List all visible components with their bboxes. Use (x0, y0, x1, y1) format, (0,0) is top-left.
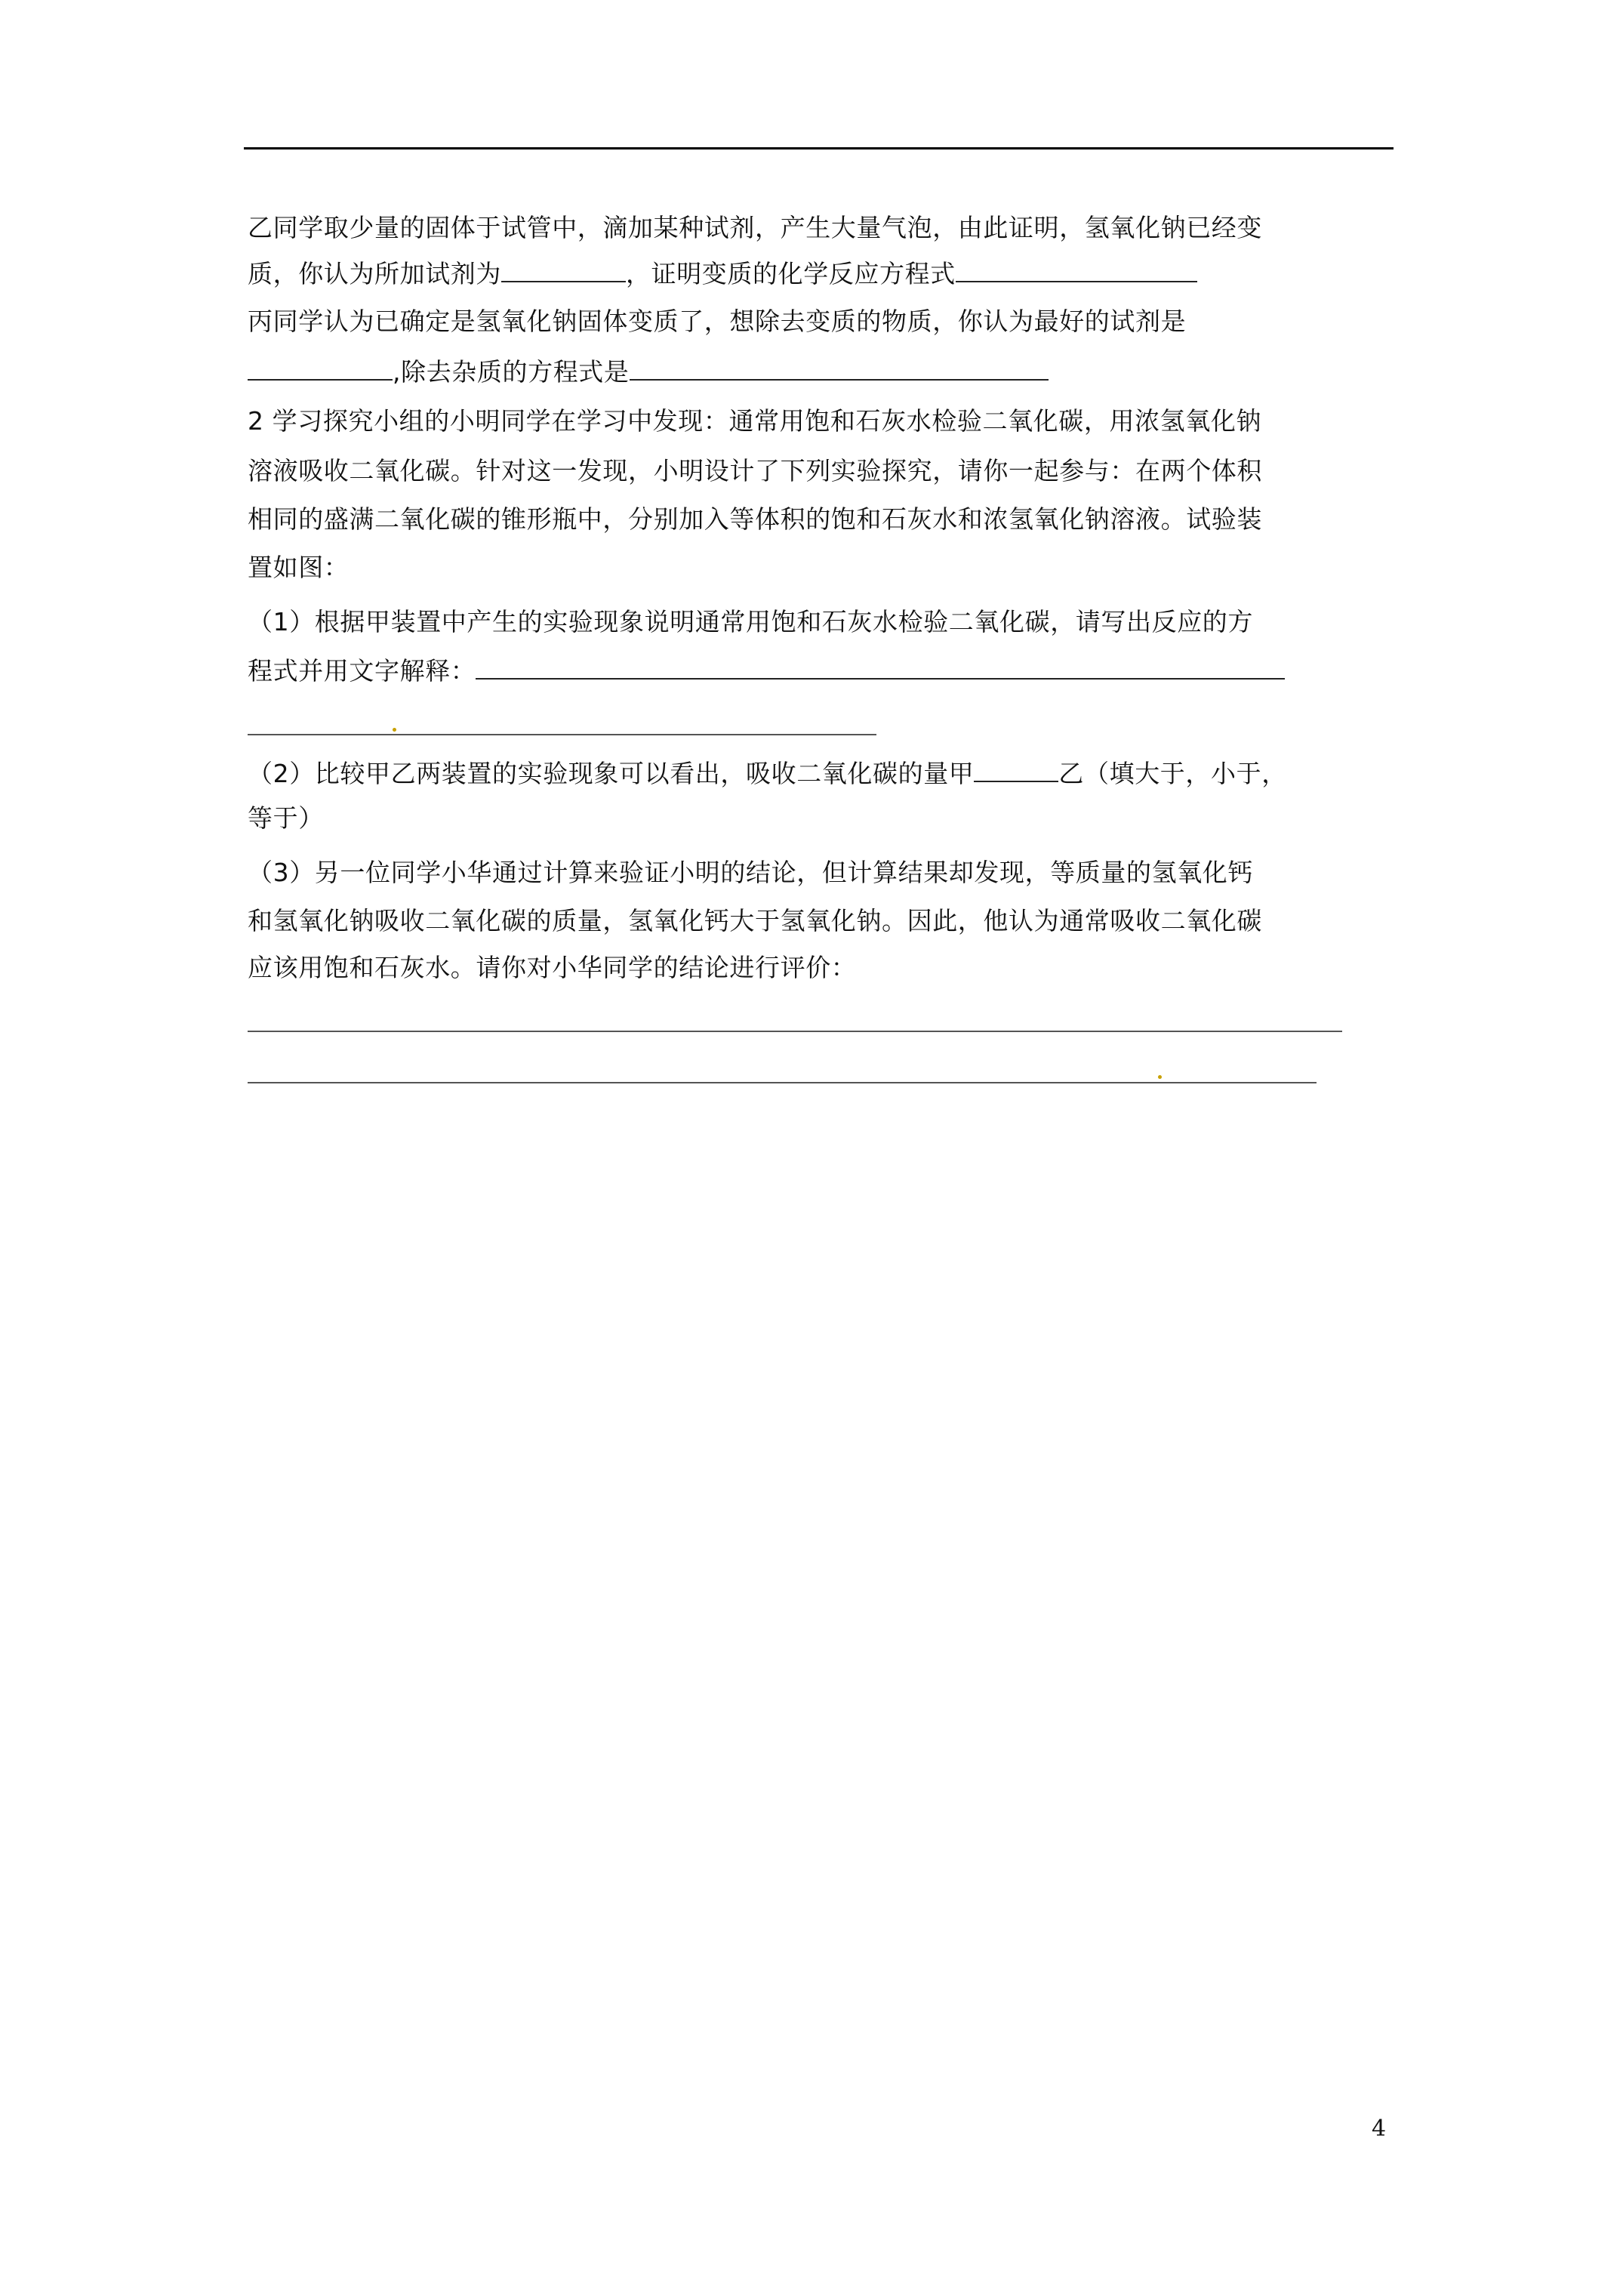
page-number: 4 (1372, 2116, 1387, 2142)
paragraph-b-line-1 (248, 307, 1186, 337)
text: 等于） (248, 803, 324, 833)
answer-blank-reagent[interactable] (501, 258, 626, 282)
answer-blank-explanation[interactable] (476, 655, 1285, 680)
text: （2）比较甲乙两装置的实验现象可以看出，吸收二氧化碳的量甲 (248, 759, 975, 788)
text: 程式并用文字解释： (248, 656, 476, 686)
sub-question-1-line-1 (248, 607, 1253, 637)
answer-blank-best-reagent[interactable] (248, 356, 393, 381)
answer-line-evaluation-1[interactable] (248, 1031, 1342, 1032)
question-2-line-1 (248, 406, 1261, 436)
sub-question-2-line-2 (248, 803, 324, 834)
answer-line-evaluation-2[interactable] (248, 1082, 1317, 1083)
text: 溶液吸收二氧化碳。针对这一发现，小明设计了下列实验探究，请你一起参与：在两个体积 (248, 456, 1262, 485)
text: 乙（填大于，小于， (1058, 759, 1287, 788)
text: 应该用饱和石灰水。请你对小华同学的结论进行评价： (248, 953, 857, 982)
question-2-line-2 (248, 456, 1262, 486)
paragraph-a-line-1 (248, 213, 1262, 243)
text: ，证明变质的化学反应方程式 (626, 259, 956, 288)
text: 丙同学认为已确定是氢氧化钠固体变质了，想除去变质的物质，你认为最好的试剂是 (248, 307, 1187, 336)
answer-blank-equation[interactable] (956, 258, 1197, 282)
sub-question-3-line-2 (248, 906, 1262, 936)
paragraph-b-line-2 (248, 356, 1049, 387)
text: 置如图： (248, 553, 350, 582)
sub-question-2-line-1 (248, 758, 1287, 788)
text: 质，你认为所加试剂为 (248, 259, 501, 288)
text: 乙同学取少量的固体于试管中，滴加某种试剂，产生大量气泡，由此证明，氢氧化钠已经变 (248, 213, 1262, 242)
stray-dot (1158, 1075, 1162, 1079)
text: ,除去杂质的方程式是 (393, 357, 630, 387)
text: 相同的盛满二氧化碳的锥形瓶中，分别加入等体积的饱和石灰水和浓氢氧化钠溶液。试验装 (248, 504, 1262, 534)
question-2-line-3 (248, 504, 1262, 535)
stray-dot (393, 728, 396, 732)
text: 2 学习探究小组的小明同学在学习中发现：通常用饱和石灰水检验二氧化碳，用浓氢氧化钠 (248, 406, 1262, 436)
paragraph-a-line-2 (248, 258, 1197, 288)
question-2-line-4 (248, 553, 349, 583)
text: 和氢氧化钠吸收二氧化碳的质量，氢氧化钙大于氢氧化钠。因此，他认为通常吸收二氧化碳 (248, 906, 1262, 935)
sub-question-3-line-1 (248, 858, 1253, 888)
text: （3）另一位同学小华通过计算来验证小明的结论，但计算结果却发现，等质量的氢氧化钙 (248, 858, 1253, 887)
text: （1）根据甲装置中产生的实验现象说明通常用饱和石灰水检验二氧化碳，请写出反应的方 (248, 607, 1253, 636)
answer-blank-removal-equation[interactable] (630, 356, 1049, 381)
answer-line-explanation-continued[interactable] (248, 734, 876, 735)
answer-blank-comparison[interactable] (974, 758, 1058, 782)
sub-question-3-line-3 (248, 953, 856, 983)
header-rule (244, 147, 1394, 149)
sub-question-1-line-2 (248, 655, 1285, 686)
